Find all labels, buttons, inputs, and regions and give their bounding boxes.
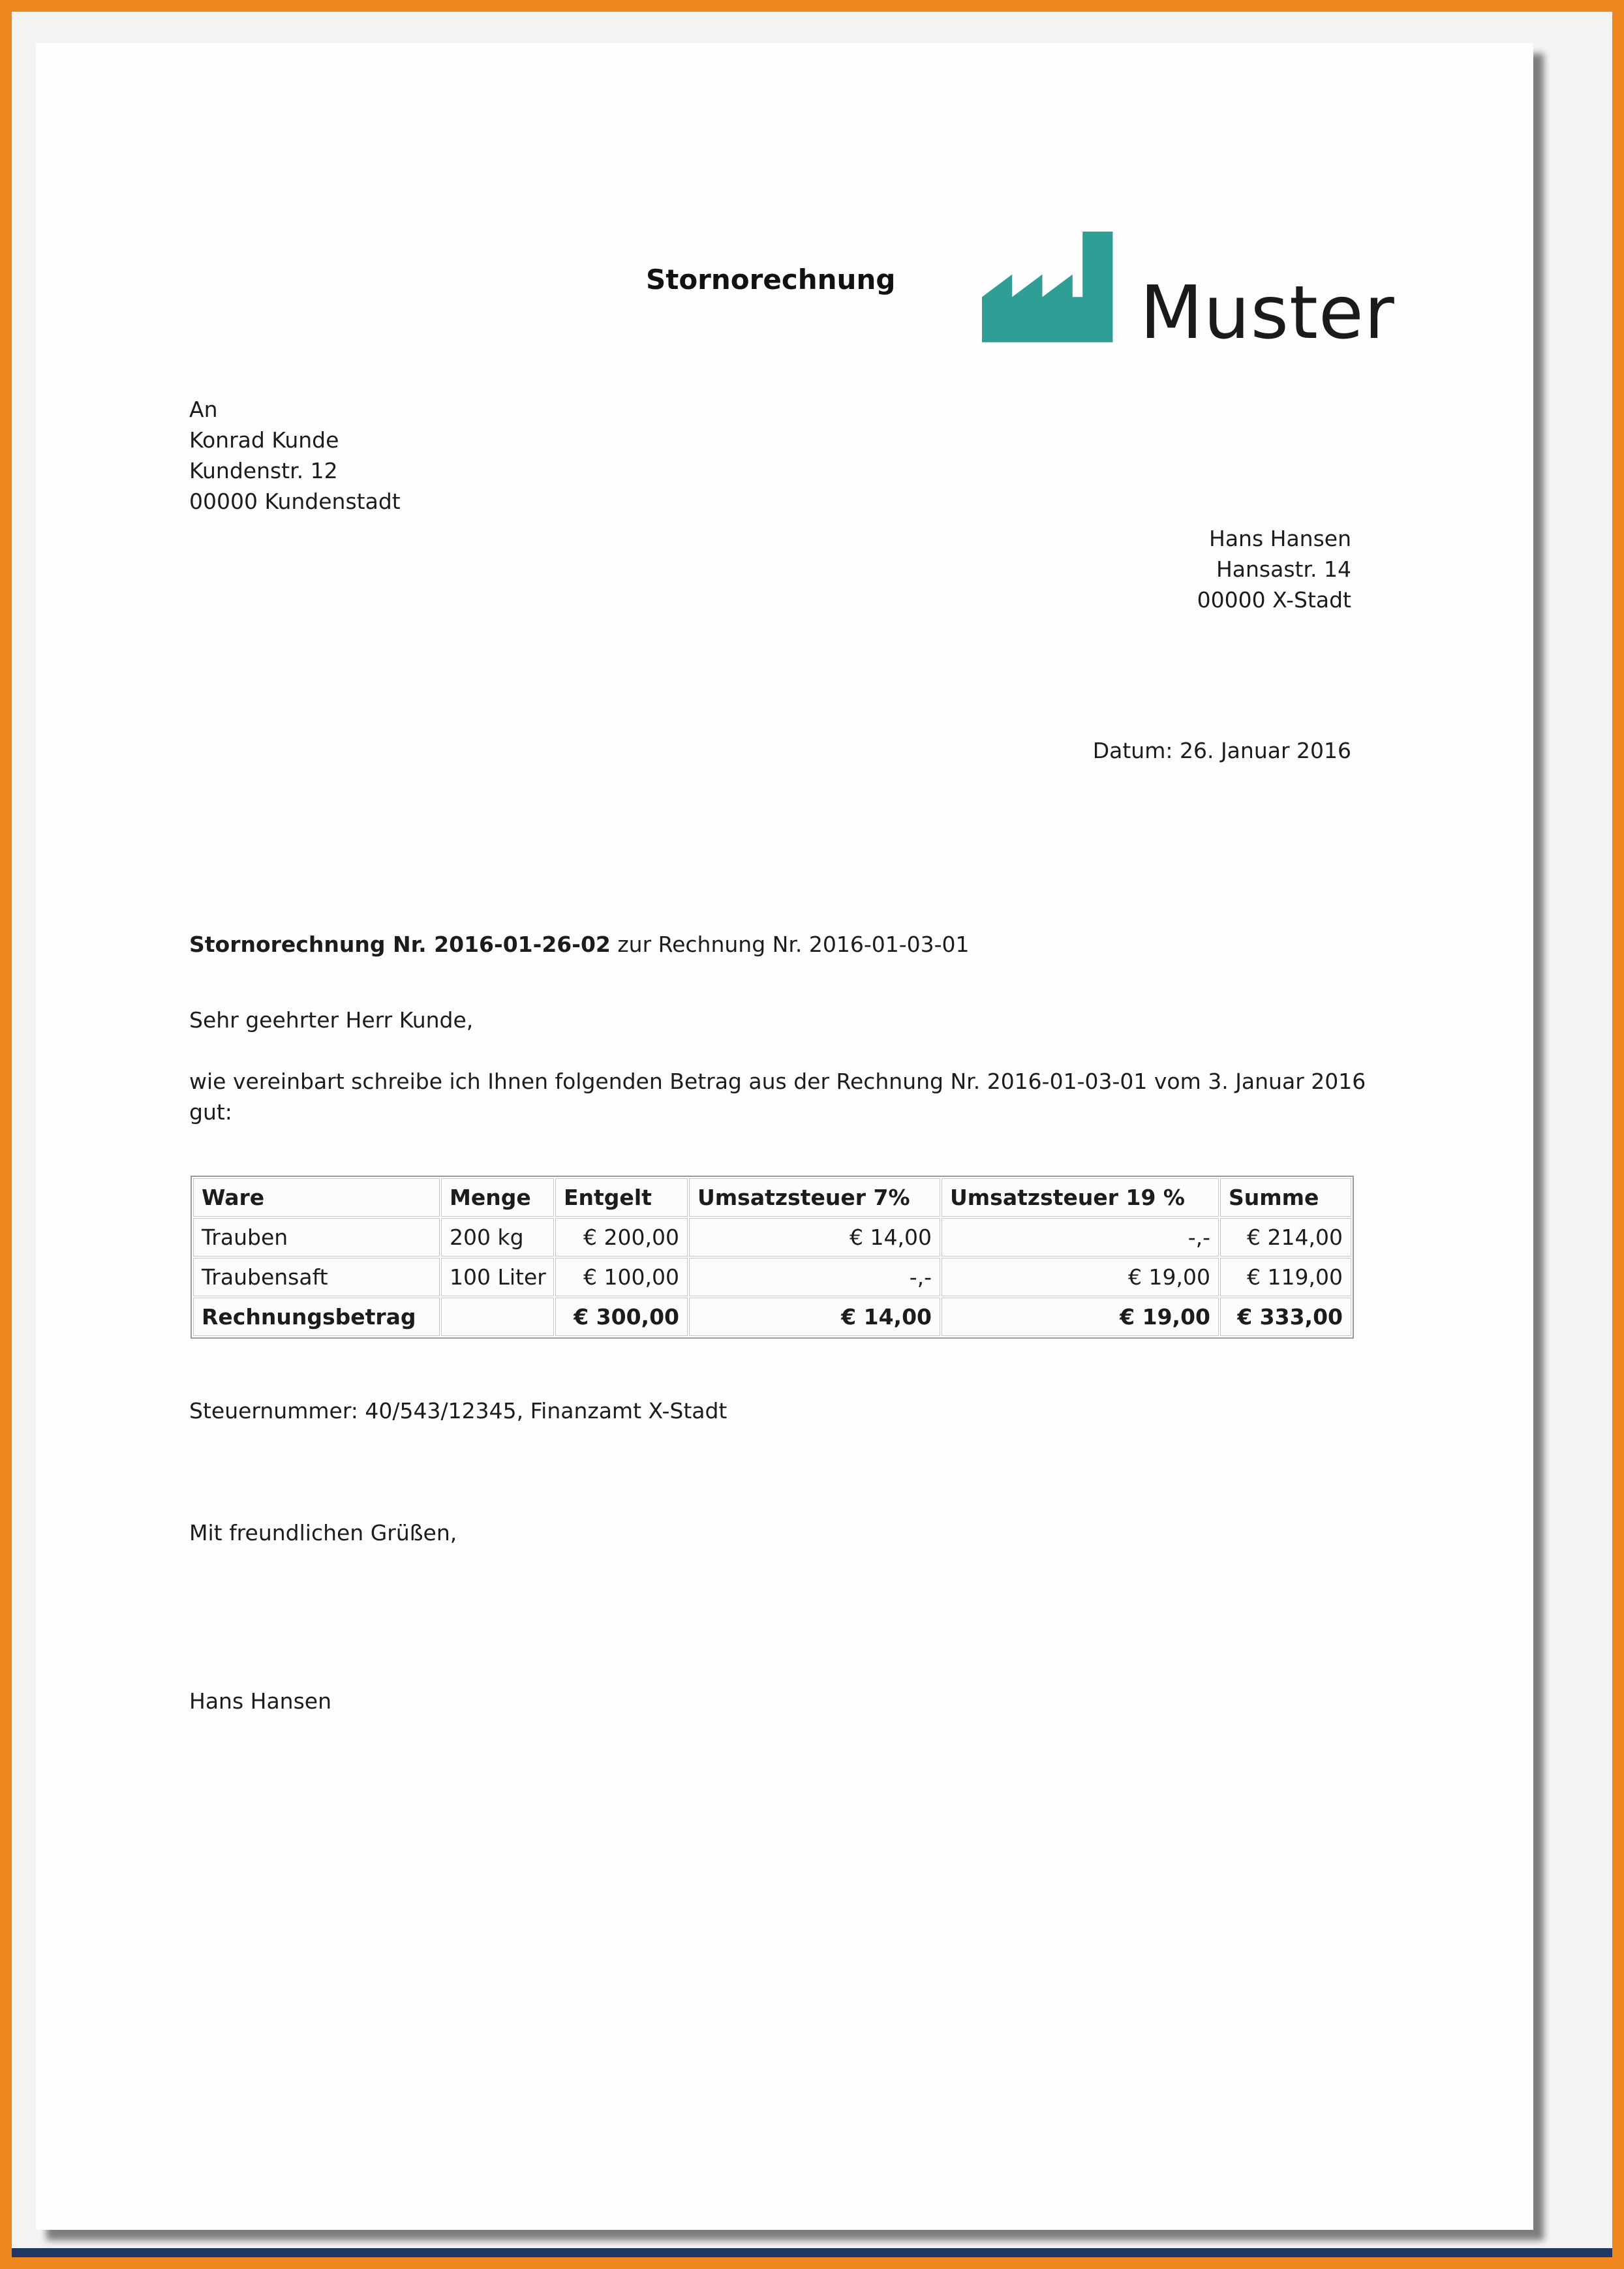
signature-name: Hans Hansen	[189, 1688, 331, 1714]
cell-ware: Trauben	[193, 1218, 440, 1256]
cell-summe: € 119,00	[1220, 1258, 1351, 1296]
cell-entgelt: € 100,00	[555, 1258, 688, 1296]
cell-total-ust19: € 19,00	[942, 1298, 1219, 1336]
cell-total-summe: € 333,00	[1220, 1298, 1351, 1336]
table-header-row	[193, 1178, 1351, 1217]
col-header-entgelt: Entgelt	[555, 1178, 688, 1217]
factory-icon	[982, 223, 1120, 346]
recipient-line: An	[189, 397, 218, 422]
cell-summe: € 214,00	[1220, 1218, 1351, 1256]
table-row	[193, 1258, 1351, 1296]
col-header-summe: Summe	[1220, 1178, 1351, 1217]
subject-invoice-number: Stornorechnung Nr. 2016-01-26-02	[189, 932, 611, 957]
col-header-ust19: Umsatzsteuer 19 %	[942, 1178, 1219, 1217]
page-title: Stornorechnung	[646, 264, 896, 296]
table-total-row	[193, 1298, 1351, 1336]
subject-line	[189, 929, 970, 960]
cell-ust7: -,-	[689, 1258, 940, 1296]
sender-line: 00000 X-Stadt	[1197, 587, 1351, 613]
table-row	[193, 1218, 1351, 1256]
cell-total-ust7: € 14,00	[689, 1298, 940, 1336]
factory-shape	[982, 232, 1112, 343]
recipient-line: 00000 Kundenstadt	[189, 489, 401, 514]
cell-ust19: € 19,00	[942, 1258, 1219, 1296]
sender-address	[1197, 523, 1351, 615]
cell-entgelt: € 200,00	[555, 1218, 688, 1256]
recipient-line: Konrad Kunde	[189, 427, 339, 453]
col-header-ust7: Umsatzsteuer 7%	[689, 1178, 940, 1217]
cell-ust7: € 14,00	[689, 1218, 940, 1256]
invoice-table	[191, 1176, 1354, 1339]
recipient-line: Kundenstr. 12	[189, 458, 338, 483]
cell-total-entgelt: € 300,00	[555, 1298, 688, 1336]
salutation: Sehr geehrter Herr Kunde,	[189, 1007, 474, 1033]
brand-name: Muster	[1140, 271, 1395, 356]
cell-menge: 200 kg	[441, 1218, 554, 1256]
col-header-ware: Ware	[193, 1178, 440, 1217]
date-line: Datum: 26. Januar 2016	[1092, 738, 1351, 763]
recipient-address	[189, 394, 401, 517]
document-page	[36, 43, 1533, 2230]
closing-line: Mit freundlichen Grüßen,	[189, 1520, 457, 1546]
cell-ware: Traubensaft	[193, 1258, 440, 1296]
company-logo	[982, 223, 1395, 356]
sender-line: Hansastr. 14	[1216, 556, 1351, 582]
subject-reference: zur Rechnung Nr. 2016-01-03-01	[610, 932, 970, 957]
cell-menge: 100 Liter	[441, 1258, 554, 1296]
cell-ust19: -,-	[942, 1218, 1219, 1256]
tax-number-line: Steuernummer: 40/543/12345, Finanzamt X-Stadt	[189, 1398, 728, 1424]
invoice-table-wrapper	[191, 1176, 1354, 1339]
cell-total-menge	[441, 1298, 554, 1336]
footer-navy-bar	[12, 2248, 1612, 2257]
cell-total-label: Rechnungsbetrag	[193, 1298, 440, 1336]
sender-line: Hans Hansen	[1209, 526, 1351, 551]
col-header-menge: Menge	[441, 1178, 554, 1217]
body-paragraph: wie vereinbart schreibe ich Ihnen folgenden Betrag aus der Rechnung Nr. 2016-01-03-01 vom 3. Januar 2016 gut:	[189, 1069, 1366, 1125]
